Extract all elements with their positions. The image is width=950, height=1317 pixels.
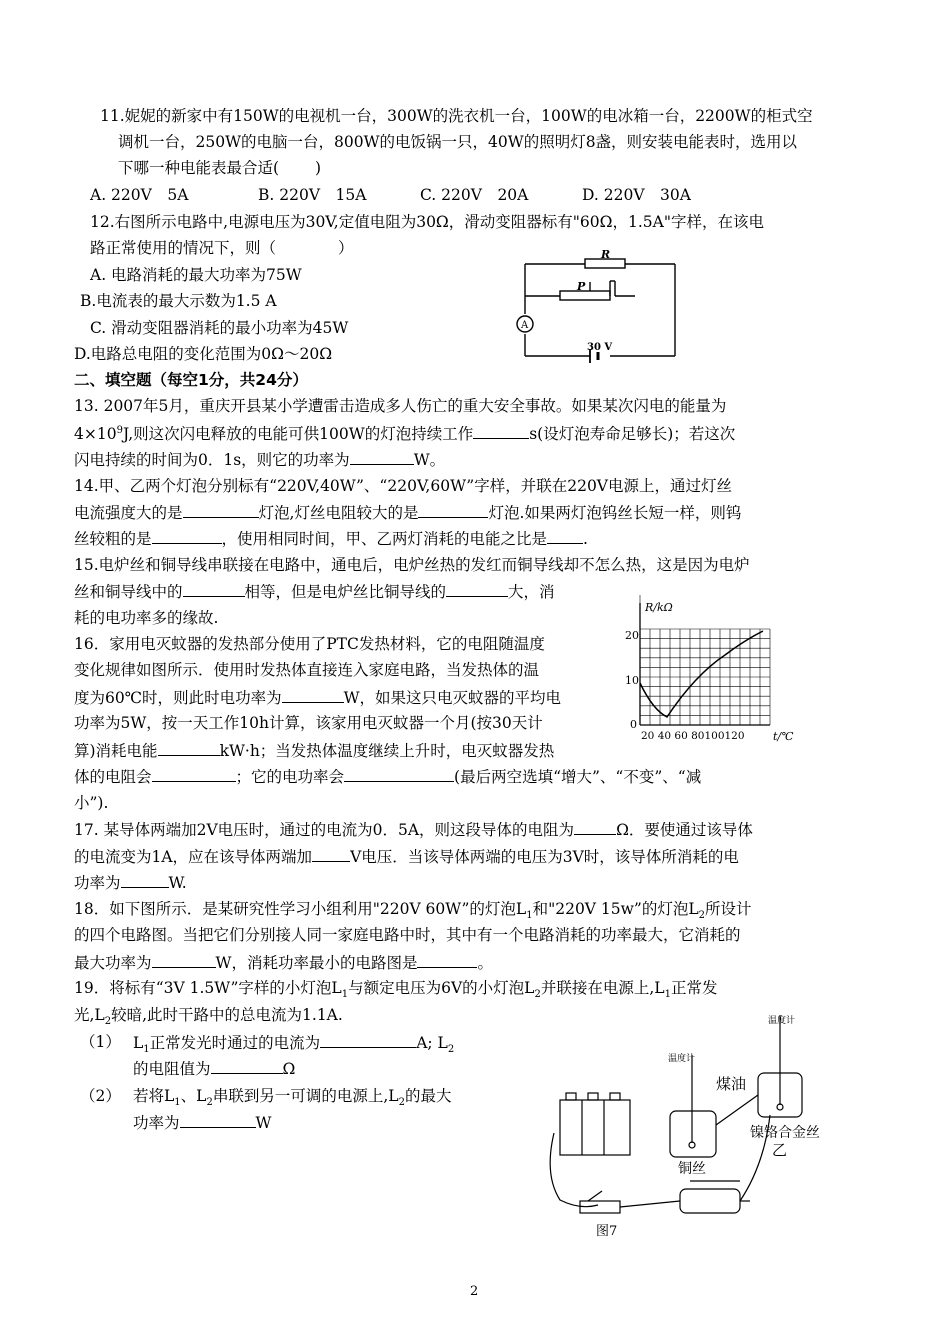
circuit-diagram: [515, 246, 685, 366]
q19-line1: 19．将标有“3V 1.5W”字样的小灯泡$L_1$与额定电压为6V的小灯泡$L_2$并联接在电源上$,L_1$正常发: [74, 979, 718, 1001]
q11-option-b: B. 220V 15A: [258, 186, 367, 204]
q11-option-c: C. 220V 20A: [420, 186, 529, 204]
blank[interactable]: [344, 766, 454, 782]
q13-line2: $4\times 10^9J$,则这次闪电释放的电能可供100W的灯泡持续工作 s(设灯泡寿命足够长)；若这次: [74, 424, 736, 443]
blank[interactable]: [158, 740, 220, 756]
copper-label: 铜丝: [678, 1161, 706, 1177]
q14-line2: 电流强度大的是 灯泡,灯丝电阻较大的是 灯泡.如果两灯泡钨丝长短一样，则钨: [74, 504, 742, 522]
q19-part1-line1: $L_1$正常发光时通过的电流为 A; $L_2$: [133, 1034, 455, 1056]
thermo1-label: 温度计: [668, 1054, 696, 1064]
q11-line2: 调机一台，250W的电脑一台，800W的电饭锅一只，40W的照明灯8盏，则安装电能表时，选用以: [118, 133, 798, 151]
q16-line5: 算)消耗电能 kW·h；当发热体温度继续上升时，电灭蚊器发热: [74, 742, 555, 760]
rheostat-icon: [680, 1189, 740, 1213]
page-number: 2: [470, 1284, 479, 1299]
blank[interactable]: [152, 952, 216, 968]
q19-part1-line2: 的电阻值为 Ω: [133, 1060, 296, 1078]
q17-line3: 功率为 W.: [74, 874, 187, 892]
q17-line1: 17. 某导体两端加2V电压时，通过的电流为0．5A，则这段导体的电阻为 Ω．要使通过该导体: [74, 821, 753, 839]
q19-part2-line2: 功率为 W: [133, 1114, 272, 1132]
q13-line3: 闪电持续的时间为0．1s，则它的功率为 W。: [74, 451, 446, 469]
fig7-caption: 图7: [596, 1224, 618, 1239]
label-p: P: [577, 280, 586, 293]
q12-option-d: D.电路总电阻的变化范围为0Ω～20Ω: [74, 345, 333, 363]
q11-line1: 11.妮妮的新家中有150W的电视机一台，300W的洗衣机一台，100W的电冰箱一台，2200W的柜式空: [100, 107, 813, 125]
q11-option-d: D. 220V 30A: [582, 186, 691, 204]
label-r: R: [601, 248, 611, 261]
q16-line3: 度为60℃时，则此时电功率为 W，如果这只电灭蚊器的平均电: [74, 689, 562, 707]
graph-ylabel: R/kΩ: [645, 601, 673, 614]
section-title: 二、填空题（每空1分，共24分）: [74, 371, 308, 389]
label-a: A: [521, 320, 529, 331]
graph-ytick-0: 0: [630, 718, 637, 731]
nichrome-label: 镍铬合金丝: [750, 1125, 820, 1141]
q18-line1: 18．如下图所示．是某研究性学习小组利用"220V 60W”的灯泡$L_1$和"220V 15w”的灯泡$L_2$所设计: [74, 900, 752, 922]
q12-option-c: C. 滑动变阻器消耗的最小功率为45W: [90, 319, 349, 337]
blank[interactable]: [180, 1112, 256, 1128]
jar-copper-icon: [670, 1111, 716, 1157]
blank[interactable]: [350, 449, 414, 465]
q11-line3: 下哪一种电能表最合适( ): [118, 159, 322, 177]
q16-line6: 体的电阻会 ；它的电功率会 (最后两空选填“增大”、“不变”、“减: [74, 768, 702, 786]
graph-ytick-10: 10: [625, 674, 639, 687]
graph-ytick-20: 20: [625, 629, 639, 642]
q12-line1: 12.右图所示电路中,电源电压为30V,定值电阻为30Ω，滑动变阻器标有"60Ω，1.5A"字样，在该电: [90, 213, 764, 231]
blank[interactable]: [282, 687, 344, 703]
blank[interactable]: [211, 1058, 283, 1074]
q19-part2-num: （2）: [80, 1087, 121, 1105]
blank[interactable]: [320, 1032, 416, 1048]
q18-line2: 的四个电路图。当把它们分别接人同一家庭电路中时，其中有一个电路消耗的功率最大，它消耗的: [74, 926, 741, 944]
q19-line2: 光$,L_2$较暗,此时干路中的总电流为1.1A.: [74, 1006, 343, 1028]
graph-xticks: 20 40 60 80100120: [641, 730, 745, 742]
blank[interactable]: [417, 952, 477, 968]
blank[interactable]: [152, 528, 222, 544]
blank[interactable]: [418, 502, 488, 518]
q12-option-a: A. 电路消耗的最大功率为75W: [90, 266, 302, 284]
figure-7: [540, 1015, 840, 1245]
blank[interactable]: [574, 819, 616, 835]
q19-part1-num: （1）: [80, 1033, 121, 1051]
q16-line1: 16．家用电灭蚊器的发热部分使用了PTC发热材料，它的电阻随温度: [74, 635, 545, 653]
blank[interactable]: [473, 423, 529, 439]
yi-label: 乙: [772, 1141, 788, 1159]
q16-line7: 小”).: [74, 794, 109, 812]
blank[interactable]: [152, 766, 236, 782]
q14-line1: 14.甲、乙两个灯泡分别标有“220V,40W”、“220V,60W”字样，并联在220V电源上，通过灯丝: [74, 477, 733, 495]
label-30v: 30 V: [587, 342, 613, 353]
blank[interactable]: [547, 528, 583, 544]
q16-line2: 变化规律如图所示．使用时发热体直接连入家庭电路，当发热体的温: [74, 661, 540, 679]
q15-line2: 丝和铜导线中的 相等，但是电炉丝比铜导线的 大，消: [74, 583, 555, 601]
graph-xlabel: t/℃: [773, 730, 794, 743]
battery-icon: [560, 1100, 630, 1155]
q16-line4: 功率为5W，按一天工作10h计算，该家用电灭蚊器一个月(按30天计: [74, 714, 543, 732]
q12-line2: 路正常使用的情况下，则（ ）: [90, 239, 354, 257]
q15-line3: 耗的电功率多的缘故.: [74, 609, 219, 627]
q19-part2-line1: 若将$L_1$、$L_2$串联到另一可调的电源上$,L_2$的最大: [133, 1087, 452, 1109]
blank[interactable]: [121, 872, 169, 888]
blank[interactable]: [183, 581, 245, 597]
q12-option-b: B.电流表的最大示数为1.5 A: [80, 292, 277, 310]
q11-option-a: A. 220V 5A: [90, 186, 189, 204]
q18-line3: 最大功率为 W，消耗功率最小的电路图是 。: [74, 954, 493, 972]
ptc-graph: [605, 595, 795, 745]
q14-line3: 丝较粗的是 ，使用相同时间，甲、乙两灯消耗的电能之比是 .: [74, 530, 588, 548]
oil-label: 煤油: [716, 1075, 747, 1093]
blank[interactable]: [312, 846, 350, 862]
q15-line1: 15.电炉丝和铜导线串联接在电路中，通电后，电炉丝热的发红而铜导线却不怎么热，这是因为电炉: [74, 556, 750, 574]
thermo2-label: 温度计: [768, 1016, 796, 1026]
blank[interactable]: [183, 502, 259, 518]
blank[interactable]: [446, 581, 508, 597]
q17-line2: 的电流变为1A，应在该导体两端加 V电压．当该导体两端的电压为3V时，该导体所消耗的电: [74, 848, 739, 866]
q13-line1: 13. 2007年5月，重庆开县某小学遭雷击造成多人伤亡的重大安全事故。如果某次闪电的能量为: [74, 397, 727, 415]
